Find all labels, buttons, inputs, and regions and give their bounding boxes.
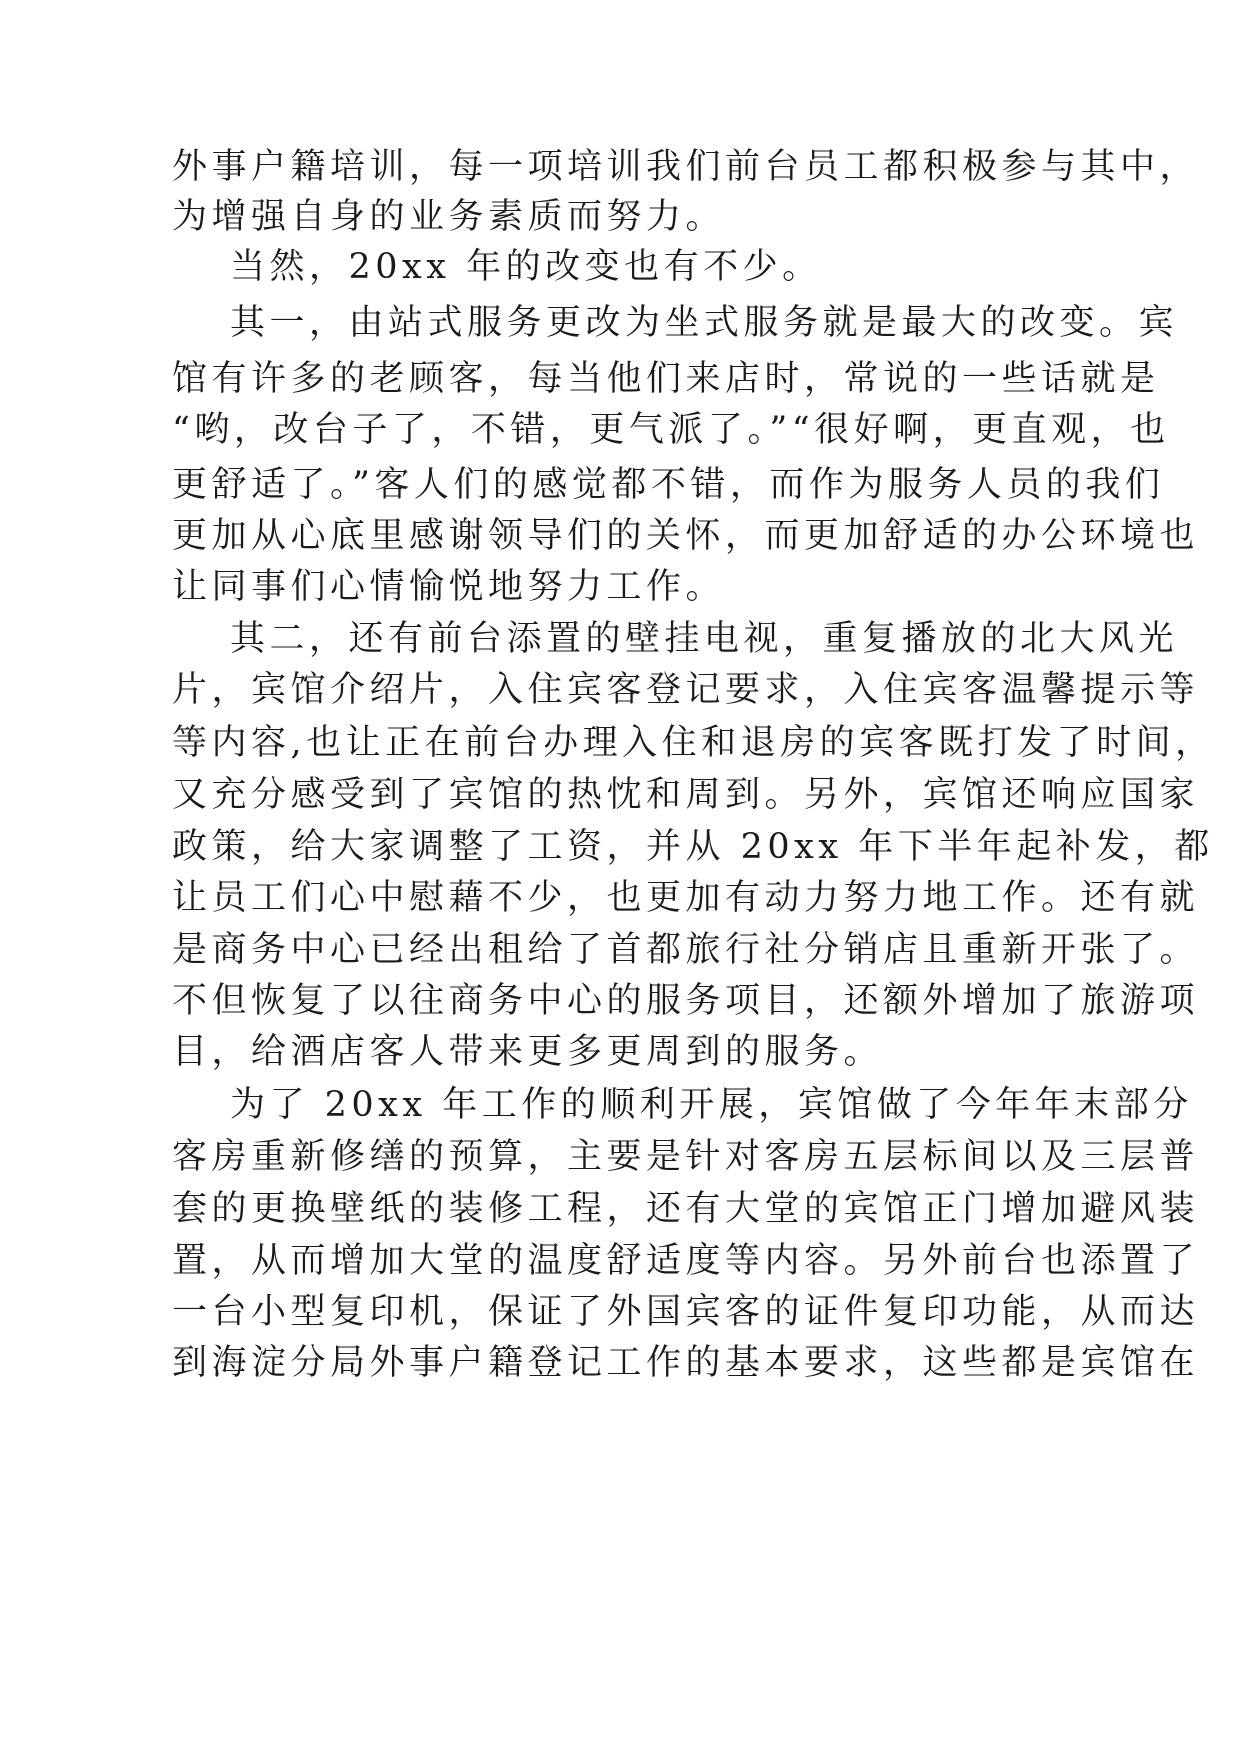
- text-line: 其一，由站式服务更改为坐式服务就是最大的改变。宾: [230, 303, 1179, 343]
- text-line: 套的更换壁纸的装修工程，还有大堂的宾馆正门增加避风装: [172, 1189, 1200, 1229]
- text-line: 置，从而增加大堂的温度舒适度等内容。另外前台也添置了: [172, 1241, 1200, 1281]
- text-line: 为了 20xx 年工作的顺利开展，宾馆做了今年年末部分: [230, 1085, 1193, 1125]
- text-line: 其二，还有前台添置的壁挂电视，重复播放的北大风光: [230, 619, 1179, 659]
- text-line: 外事户籍培训，每一项培训我们前台员工都积极参与其中，: [172, 147, 1200, 187]
- text-line: 不但恢复了以往商务中心的服务项目，还额外增加了旅游项: [172, 981, 1200, 1021]
- text-line: 政策，给大家调整了工资，并从 20xx 年下半年起补发，都: [172, 827, 1214, 867]
- text-line: 馆有许多的老顾客，每当他们来店时，常说的一些话就是: [172, 359, 1160, 399]
- text-line: 当然，20xx 年的改变也有不少。: [230, 247, 822, 287]
- text-line: 到海淀分局外事户籍登记工作的基本要求，这些都是宾馆在: [172, 1343, 1200, 1383]
- text-line: 是商务中心已经出租给了首都旅行社分销店且重新开张了。: [172, 930, 1200, 970]
- text-line: 等内容,也让正在前台办理入住和退房的宾客既打发了时间，: [172, 723, 1215, 763]
- text-line: 为增强自身的业务素质而努力。: [172, 197, 726, 237]
- text-line: 更加从心底里感谢领导们的关怀，而更加舒适的办公环境也: [172, 516, 1200, 556]
- text-line: 片，宾馆介绍片，入住宾客登记要求，入住宾客温馨提示等: [172, 670, 1200, 710]
- text-line: 又充分感受到了宾馆的热忱和周到。另外，宾馆还响应国家: [172, 775, 1200, 815]
- text-line: 客房重新修缮的预算，主要是针对客房五层标间以及三层普: [172, 1137, 1200, 1177]
- text-line: 目，给酒店客人带来更多更周到的服务。: [172, 1032, 884, 1072]
- text-line: “哟，改台子了，不错，更气派了。”“很好啊，更直观，也: [172, 410, 1170, 450]
- text-line: 更舒适了。”客人们的感觉都不错，而作为服务人员的我们: [172, 465, 1165, 505]
- text-line: 让同事们心情愉悦地努力工作。: [172, 567, 726, 607]
- text-line: 让员工们心中慰藉不少，也更加有动力努力地工作。还有就: [172, 878, 1200, 918]
- text-line: 一台小型复印机，保证了外国宾客的证件复印功能，从而达: [172, 1292, 1200, 1332]
